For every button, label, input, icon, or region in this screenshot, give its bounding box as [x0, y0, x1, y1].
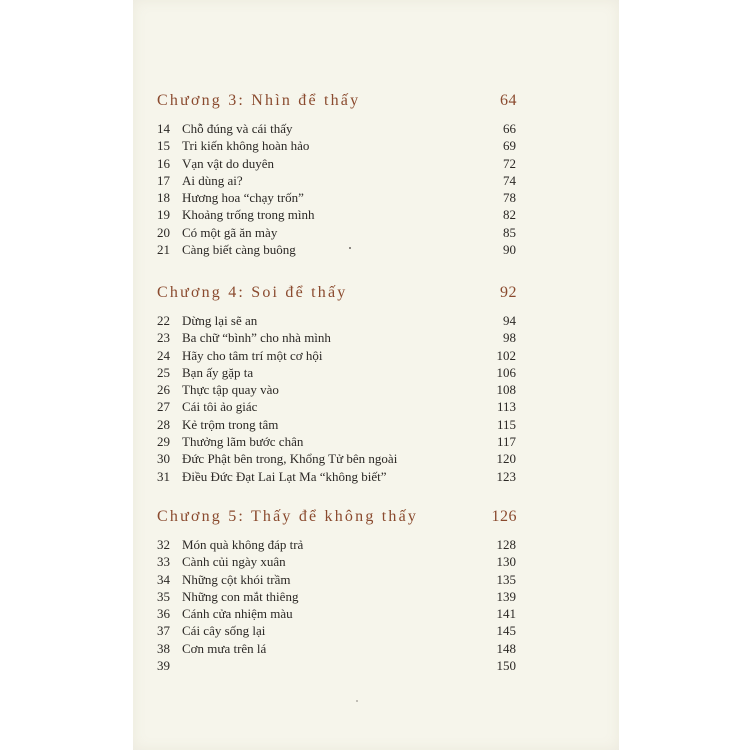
- entry-number: 30: [157, 451, 170, 467]
- entry-number: 18: [157, 190, 170, 206]
- toc-entry: [157, 468, 516, 486]
- entry-title: Dừng lại sẽ an: [182, 313, 258, 328]
- toc-entry: [157, 623, 516, 640]
- toc-entry: [157, 399, 516, 416]
- toc-entry: [157, 207, 516, 224]
- toc-entry: [157, 330, 516, 347]
- entry-page: 69: [503, 138, 516, 154]
- entry-page: 85: [503, 224, 516, 240]
- entry-title: Những con mắt thiêng: [182, 588, 299, 604]
- toc-entry: [157, 416, 516, 434]
- entry-title: Cành củi ngày xuân: [182, 554, 286, 570]
- chapter-title: Chương 3: Nhìn để thấy: [157, 92, 361, 109]
- entry-number: 36: [157, 606, 170, 622]
- entry-number: 23: [157, 330, 170, 346]
- entry-number: 28: [157, 416, 170, 432]
- entry-number: 39: [157, 658, 170, 674]
- entry-list: [157, 537, 516, 675]
- entry-number: 15: [157, 138, 170, 154]
- entry-page: 82: [503, 207, 516, 223]
- toc-entry: [157, 606, 516, 623]
- toc-entry: [157, 364, 516, 382]
- toc-entry: [157, 537, 516, 554]
- entry-page: 98: [503, 330, 516, 346]
- toc-entry: [157, 190, 516, 207]
- entry-title: Khoảng trống trong mình: [182, 207, 315, 223]
- chapter-page-number: 92: [500, 284, 517, 301]
- toc-entry: [157, 382, 516, 399]
- entry-number: 25: [157, 364, 170, 380]
- toc-entry: [157, 347, 516, 365]
- entry-title: Có một gã ăn mày: [182, 224, 278, 240]
- entry-page: 141: [496, 606, 516, 622]
- entry-title: Hãy cho tâm trí một cơ hội: [182, 347, 323, 363]
- entry-number: 27: [157, 399, 170, 415]
- entry-page: 128: [496, 537, 516, 552]
- entry-title: Hương hoa “chạy trốn”: [182, 190, 304, 206]
- entry-number: 33: [157, 554, 170, 570]
- chapter-heading: [157, 284, 517, 310]
- entry-title: Cánh cửa nhiệm màu: [182, 606, 293, 622]
- chapter-5-section: [157, 508, 517, 675]
- toc-entry: [157, 155, 516, 173]
- entry-page: 115: [496, 416, 516, 432]
- entry-page: 94: [503, 313, 516, 328]
- entry-title: Ba chữ “bình” cho nhà mình: [182, 330, 331, 346]
- chapter-4-section: [157, 284, 517, 486]
- entry-number: 14: [157, 121, 170, 136]
- entry-title: Chỗ đúng và cái thấy: [182, 121, 293, 136]
- entry-title: Những cột khói trầm: [182, 571, 291, 587]
- entry-page: 117: [496, 434, 516, 450]
- entry-page: 74: [503, 172, 516, 188]
- entry-number: 35: [157, 588, 170, 604]
- entry-page: 102: [496, 347, 516, 363]
- entry-page: 123: [496, 468, 516, 484]
- toc-entry: [157, 554, 516, 571]
- entry-page: 135: [496, 571, 516, 587]
- entry-page: 113: [496, 399, 516, 415]
- paper-speck: [356, 700, 358, 702]
- entry-page: 130: [496, 554, 516, 570]
- toc-entry: [157, 588, 516, 606]
- entry-page: 90: [503, 242, 516, 258]
- chapter-title: Chương 5: Thấy để không thấy: [157, 508, 419, 525]
- entry-list: [157, 121, 516, 259]
- chapter-page-number: 126: [491, 508, 517, 525]
- entry-title: Món quà không đáp trả: [182, 537, 304, 552]
- entry-title: Điều Đức Đạt Lai Lạt Ma “không biết”: [182, 468, 387, 484]
- entry-title: Ai dùng ai?: [182, 172, 243, 188]
- entry-number: 16: [157, 155, 170, 171]
- toc-entry: [157, 313, 516, 330]
- entry-page: 148: [496, 640, 516, 656]
- entry-title: Thưởng lãm bước chân: [182, 434, 304, 450]
- entry-number: 32: [157, 537, 170, 552]
- entry-title: Thực tập quay vào: [182, 382, 279, 398]
- entry-page: 120: [496, 451, 516, 467]
- entry-page: 108: [496, 382, 516, 398]
- entry-page: 72: [503, 155, 516, 171]
- entry-title: Bạn ấy gặp ta: [182, 364, 254, 380]
- entry-title: Tri kiến không hoàn hảo: [182, 138, 310, 154]
- entry-title: Cái cây sống lại: [182, 623, 266, 639]
- chapter-title: Chương 4: Soi để thấy: [157, 284, 348, 301]
- chapter-heading: [157, 508, 517, 534]
- toc-entry: [157, 571, 516, 589]
- toc-entry: [157, 138, 516, 155]
- entry-title: Đức Phật bên trong, Khổng Tử bên ngoài: [182, 451, 398, 467]
- entry-page: 145: [496, 623, 516, 639]
- chapter-page-number: 64: [500, 92, 517, 109]
- entry-number: 26: [157, 382, 170, 398]
- entry-list: [157, 313, 516, 486]
- entry-title: Cơn mưa trên lá: [182, 640, 267, 656]
- entry-number: 20: [157, 224, 170, 240]
- entry-page: 66: [503, 121, 516, 136]
- toc-entry: [157, 658, 516, 675]
- toc-entry: [157, 121, 516, 138]
- entry-page: 139: [496, 588, 516, 604]
- paper-speck: [349, 247, 351, 249]
- entry-number: 38: [157, 640, 170, 656]
- entry-number: 17: [157, 172, 170, 188]
- entry-number: 34: [157, 571, 170, 587]
- toc-entry: [157, 434, 516, 451]
- entry-number: 19: [157, 207, 170, 223]
- entry-page: 150: [496, 658, 516, 674]
- entry-title: Cái tôi ảo giác: [182, 399, 258, 415]
- entry-number: 24: [157, 347, 170, 363]
- toc-entry: [157, 242, 516, 259]
- toc-entry: [157, 224, 516, 242]
- entry-number: 31: [157, 468, 170, 484]
- toc-entry: [157, 451, 516, 468]
- entry-title: Vạn vật do duyên: [182, 155, 275, 171]
- toc-entry: [157, 640, 516, 658]
- chapter-heading: [157, 92, 517, 118]
- entry-title: Càng biết càng buông: [182, 242, 296, 258]
- entry-page: 78: [503, 190, 516, 206]
- entry-number: 29: [157, 434, 170, 450]
- entry-number: 37: [157, 623, 170, 639]
- entry-page: 106: [496, 364, 516, 380]
- chapter-3-section: [157, 92, 517, 259]
- entry-number: 22: [157, 313, 170, 328]
- entry-number: 21: [157, 242, 170, 258]
- entry-title: Kẻ trộm trong tâm: [182, 416, 279, 432]
- toc-entry: [157, 172, 516, 190]
